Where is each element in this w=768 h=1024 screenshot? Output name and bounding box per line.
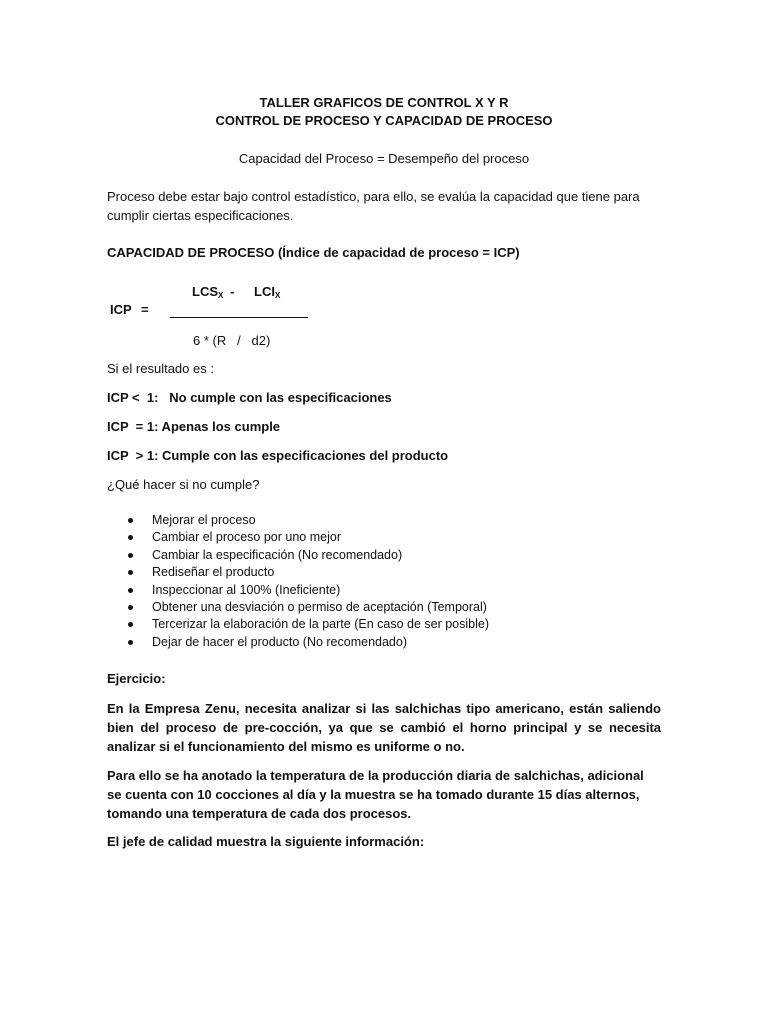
bullet-icon bbox=[128, 588, 133, 593]
bullet-icon bbox=[128, 605, 133, 610]
list-item: Obtener una desviación o permiso de aceptación (Temporal) bbox=[128, 599, 489, 616]
title-line-2: CONTROL DE PROCESO Y CAPACIDAD DE PROCESO bbox=[215, 113, 553, 128]
result-greater-than-one: ICP > 1: Cumple con las especificaciones del producto bbox=[107, 448, 449, 463]
formula-numerator-lcl: $LCI_X$ bbox=[254, 284, 281, 300]
capacity-definition: Capacidad del Proceso = Desempeño del proceso bbox=[238, 151, 530, 166]
formula-denominator: 6 * (R / d2) bbox=[193, 333, 271, 348]
list-item: Mejorar el proceso bbox=[128, 512, 489, 529]
results-intro: Si el resultado es : bbox=[107, 361, 214, 376]
intro-paragraph: Proceso debe estar bajo control estadístico, para ello, se evalúa la capacidad que tiene para cumplir ciertas especificaciones. bbox=[107, 189, 640, 223]
bullet-icon bbox=[128, 570, 133, 575]
question-text: ¿Qué hacer si no cumple? bbox=[107, 477, 260, 492]
bullet-icon bbox=[128, 640, 133, 645]
list-item: Dejar de hacer el producto (No recomendado) bbox=[128, 634, 489, 651]
formula-lhs: ICP bbox=[110, 302, 132, 317]
result-less-than-one: ICP < 1: No cumple con las especificaciones bbox=[107, 390, 392, 405]
section-heading: CAPACIDAD DE PROCESO (Índice de capacidad de proceso = ICP) bbox=[107, 245, 520, 260]
bullet-icon bbox=[128, 622, 133, 627]
bullet-icon bbox=[128, 553, 133, 558]
bullet-icon bbox=[128, 535, 133, 540]
fraction-line bbox=[170, 317, 308, 318]
exercise-paragraph-3: El jefe de calidad muestra la siguiente información: bbox=[107, 834, 425, 849]
list-item: Cambiar la especificación (No recomendado) bbox=[128, 547, 489, 564]
result-equal-one: ICP = 1: Apenas los cumple bbox=[107, 419, 281, 434]
list-item: Inspeccionar al 100% (Ineficiente) bbox=[128, 582, 489, 599]
exercise-paragraph-2: Para ello se ha anotado la temperatura de la producción diaria de salchichas, adicional se cuenta con 10 cocciones al día y la muestra se ha tomado durante 15 días alternos, tomando una temperatura de cada dos procesos. bbox=[107, 768, 644, 821]
formula-minus: - bbox=[230, 284, 235, 299]
formula-numerator-ucl: $LCS_X$ bbox=[192, 284, 224, 300]
exercise-heading: Ejercicio: bbox=[107, 671, 166, 686]
options-list bbox=[128, 512, 489, 651]
bullet-icon bbox=[128, 518, 133, 523]
list-item: Cambiar el proceso por uno mejor bbox=[128, 529, 489, 546]
list-item: Tercerizar la elaboración de la parte (En caso de ser posible) bbox=[128, 616, 489, 633]
list-item: Rediseñar el producto bbox=[128, 564, 489, 581]
exercise-paragraph-1: En la Empresa Zenu, necesita analizar si las salchichas tipo americano, están saliendo bien del proceso de pre-cocción, ya que se cambió el horno principal y se necesita analizar si el funcionamiento del mismo es uniforme o no. bbox=[107, 701, 661, 754]
title-line-1: TALLER GRAFICOS DE CONTROL X Y R bbox=[259, 95, 509, 110]
formula-equals: = bbox=[141, 302, 149, 317]
